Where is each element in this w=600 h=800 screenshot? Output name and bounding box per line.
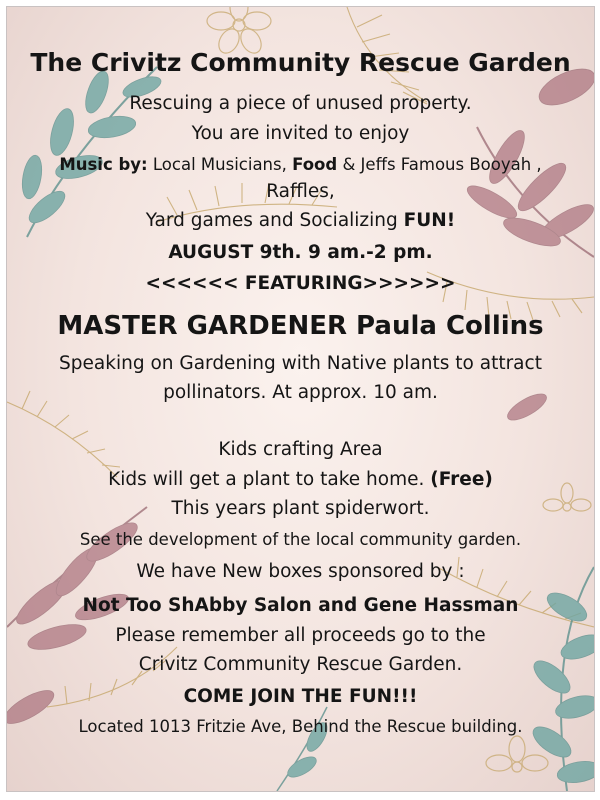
proceeds-line-2: Crivitz Community Rescue Garden. [138,654,463,675]
come-join: COME JOIN THE FUN!!! [183,686,418,707]
kids-plant-text: Kids will get a plant to take home. [108,469,431,490]
speaking-line-2: pollinators. At approx. 10 am. [163,382,438,403]
event-date: AUGUST 9th. 9 am.-2 pm. [168,242,433,263]
yard-text: Yard games and Socializing [145,210,404,231]
kids-plant-line [7,469,594,490]
location: Located 1013 Fritzie Ave, Behind the Rescue building. [78,717,523,736]
flyer [6,6,595,792]
food-label: Food [292,155,338,174]
master-gardener: MASTER GARDENER Paula Collins [57,311,544,341]
sponsors: Not Too ShAbby Salon and Gene Hassman [82,595,519,616]
yard-games-line [7,210,594,231]
food-text: & Jeffs Famous Booyah , [337,155,542,174]
featuring-heading: <<<<<< FEATURING>>>>>> [145,273,456,294]
garden-development: See the development of the local community garden. [79,530,522,549]
invite-text: You are invited to enjoy [191,123,410,144]
new-boxes: We have New boxes sponsored by : [136,561,465,582]
subtitle: Rescuing a piece of unused property. [129,93,472,114]
fun-text: FUN! [403,210,456,231]
proceeds-line-1: Please remember all proceeds go to the [115,625,486,646]
free-text: (Free) [430,469,493,490]
music-text: Local Musicians, [147,155,293,174]
raffles-text: Raffles, [266,181,335,202]
music-food-line [7,155,594,174]
plant-of-year: This years plant spiderwort. [171,498,430,519]
speaking-line-1: Speaking on Gardening with Native plants to attract [59,353,542,374]
music-label: Music by: [59,155,148,174]
kids-crafting-area: Kids crafting Area [218,439,383,460]
flyer-title: The Crivitz Community Rescue Garden [30,48,571,77]
